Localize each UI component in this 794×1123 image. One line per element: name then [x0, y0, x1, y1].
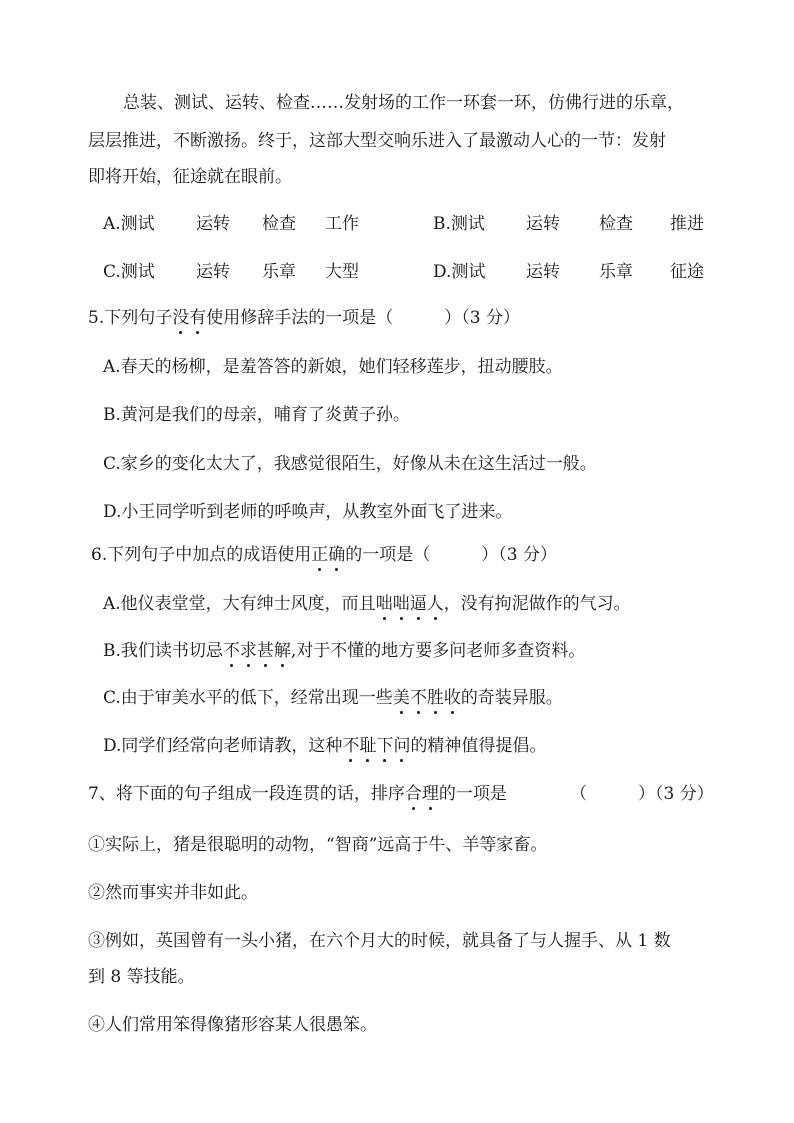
q4-option-b-word2: 运转 — [526, 214, 560, 234]
q6-option-b-pre: B.我们读书切忌 — [103, 641, 223, 661]
q6-stem-post: 的一项是（ ）（3 分） — [345, 545, 557, 565]
q6-option-d-post: 的精神值得提倡。 — [410, 736, 547, 756]
q6-option-a-idiom-char-3: 逼 — [409, 594, 427, 614]
q4-option-a-word2: 运转 — [196, 214, 230, 234]
q5-option-a: A.春天的杨柳，是羞答答的新娘，她们轻移莲步，扭动腰肢。 — [103, 357, 563, 377]
q6-option-d-idiom-char-2: 耻 — [359, 736, 377, 756]
q7-sentence-1: ①实际上，猪是很聪明的动物，“智商”远高于牛、羊等家畜。 — [88, 835, 548, 855]
q6-option-c-idiom-char-1: 美 — [392, 688, 410, 708]
q5-option-b: B.黄河是我们的母亲，哺育了炎黄子孙。 — [103, 405, 410, 425]
q6-option-b-post: ,对于不懂的地方要多问老师多查资料。 — [290, 641, 586, 661]
q6-option-c-idiom-char-3: 胜 — [426, 688, 444, 708]
q6-option-c-idiom-char-4: 收 — [443, 688, 461, 708]
q7-answer-paren: （ ）（3 分） — [570, 784, 714, 804]
q6-option-d-pre: D.同学们经常向老师请教，这种 — [103, 736, 343, 756]
q6-option-a-pre: A.他仪表堂堂，大有绅士风度，而且 — [103, 594, 376, 614]
q4-option-a-word3: 检查 — [262, 214, 296, 234]
q7-sentence-3-line-1: ③例如，英国曾有一头小猪，在六个月大的时候，就具备了与人握手、从 1 数 — [88, 931, 671, 951]
q6-option-a-idiom-char-4: 人 — [426, 594, 444, 614]
q6-option-c-post: 的奇装异服。 — [460, 688, 563, 708]
q7-stem-post: 的一项是 — [438, 784, 507, 804]
q7-emphasis-char-1: 合 — [404, 784, 422, 804]
q5-emphasis-char-1: 没 — [172, 308, 190, 328]
q6-option-c-pre: C.由于审美水平的低下，经常出现一些 — [103, 688, 393, 708]
q6-option-b-idiom-char-4: 解 — [273, 641, 291, 661]
q6-option-d-idiom-char-3: 下 — [376, 736, 394, 756]
q6-option-c — [103, 688, 563, 708]
q6-option-a-idiom-char-2: 咄 — [392, 594, 410, 614]
q7-sentence-3-line-2: 到 8 等技能。 — [88, 967, 195, 987]
q7-sentence-2: ②然而事实并非如此。 — [88, 883, 258, 903]
q4-option-b-word3: 检查 — [599, 214, 633, 234]
q4-option-a-label: A.测试 — [103, 214, 155, 234]
q6-option-c-idiom-char-2: 不 — [409, 688, 427, 708]
q4-option-c-word2: 运转 — [196, 262, 230, 282]
q7-emphasis-char-2: 理 — [421, 784, 439, 804]
q5-stem-pre: 5.下列句子 — [88, 308, 173, 328]
q5-option-c: C.家乡的变化太大了，我感觉很陌生，好像从未在这生活过一般。 — [103, 454, 597, 474]
q7-stem — [88, 784, 507, 804]
q5-stem-post: 使用修辞手法的一项是（ ）（3 分） — [206, 308, 520, 328]
q4-option-d-word4: 征途 — [670, 262, 704, 282]
q4-option-c-word4: 大型 — [325, 262, 359, 282]
q4-option-d-label: D.测试 — [433, 262, 486, 282]
q6-option-b-idiom-char-2: 求 — [239, 641, 257, 661]
q4-option-d-word3: 乐章 — [599, 262, 633, 282]
q4-option-c-word3: 乐章 — [262, 262, 296, 282]
q6-option-d-idiom-char-1: 不 — [342, 736, 360, 756]
q6-stem-pre: 6.下列句子中加点的成语使用 — [91, 545, 312, 565]
q6-option-a-idiom-char-1: 咄 — [375, 594, 393, 614]
q5-emphasis-char-2: 有 — [189, 308, 207, 328]
q6-option-d-idiom-char-4: 问 — [393, 736, 411, 756]
q6-emphasis-char-1: 正 — [311, 545, 329, 565]
q6-option-d — [103, 736, 546, 756]
q6-stem — [91, 545, 557, 565]
q7-sentence-4: ④人们常用笨得像猪形容某人很愚笨。 — [88, 1015, 377, 1035]
q4-option-b-label: B.测试 — [433, 214, 485, 234]
q7-stem-pre: 7、将下面的句子组成一段连贯的话，排序 — [88, 784, 405, 804]
q6-option-b-idiom-char-1: 不 — [222, 641, 240, 661]
passage-line-3: 即将开始，征途就在眼前。 — [88, 167, 292, 187]
q6-option-b-idiom-char-3: 甚 — [256, 641, 274, 661]
q6-emphasis-char-2: 确 — [328, 545, 346, 565]
q4-option-c-label: C.测试 — [103, 262, 155, 282]
q6-option-a-post: ，没有拘泥做作的气习。 — [443, 594, 631, 614]
q6-option-b — [103, 641, 585, 661]
q6-option-a — [103, 594, 631, 614]
q5-option-d: D.小王同学听到老师的呼唤声，从教室外面飞了进来。 — [103, 502, 513, 522]
q4-option-d-word2: 运转 — [526, 262, 560, 282]
q4-option-b-word4: 推进 — [670, 214, 704, 234]
q4-option-a-word4: 工作 — [325, 214, 359, 234]
passage-line-1: 总装、测试、运转、检查……发射场的工作一环套一环，仿佛行进的乐章， — [123, 93, 684, 113]
passage-line-2: 层层推进，不断激扬。终于，这部大型交响乐进入了最激动人心的一节：发射 — [88, 131, 666, 151]
q5-stem — [88, 308, 520, 328]
